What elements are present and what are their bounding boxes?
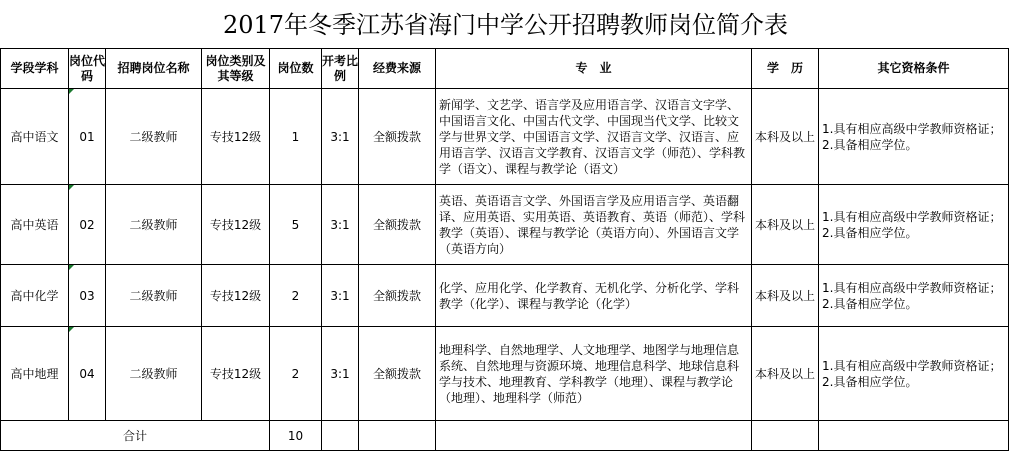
conditions-cell: 1.具有相应高级中学教师资格证； 2.具备相应学位。 [819,327,1009,421]
position-cell: 二级教师 [106,89,202,185]
total-label: 合计 [1,421,270,451]
header-ratio: 开考比例 [322,49,359,89]
funding-cell: 全额拨款 [359,265,436,327]
header-education: 学 历 [752,49,819,89]
positions-table [0,48,1009,451]
green-marker-icon [69,265,74,270]
header-count: 岗位数 [270,49,322,89]
position-cell: 二级教师 [106,185,202,265]
category-cell: 专技12级 [202,89,270,185]
header-category: 岗位类别及其等级 [202,49,270,89]
education-cell: 本科及以上 [752,265,819,327]
ratio-cell: 3:1 [322,265,359,327]
code-cell: 02 [69,185,106,265]
major-cell: 地理科学、自然地理学、人文地理学、地图学与地理信息系统、自然地理与资源环境、地理信息科学、地球信息科学与技术、地理教育、学科教学（地理）、课程与教学论（地理）、地理科学（师范） [436,327,752,421]
major-cell: 化学、应用化学、化学教育、无机化学、分析化学、学科教学（化学）、课程与教学论（化学） [436,265,752,327]
funding-cell: 全额拨款 [359,89,436,185]
table-row [1,327,1009,421]
position-cell: 二级教师 [106,327,202,421]
header-other: 其它资格条件 [819,49,1009,89]
major-cell: 新闻学、文艺学、语言学及应用语言学、汉语言文字学、中国语言文化、中国古代文学、中国现当代文学、比较文学与世界文学、中国语言文学、汉语言文学、汉语言、应用语言学、汉语言文学教育、汉语言文学（师范）、学科教学（语文）、课程与教学论（语文） [436,89,752,185]
green-marker-icon [69,327,74,332]
education-cell: 本科及以上 [752,185,819,265]
position-cell: 二级教师 [106,265,202,327]
header-subject: 学段学科 [1,49,69,89]
category-cell: 专技12级 [202,185,270,265]
funding-cell: 全额拨款 [359,327,436,421]
header-funding: 经费来源 [359,49,436,89]
major-cell: 英语、英语语言文学、外国语言学及应用语言学、英语翻译、应用英语、实用英语、英语教育、英语（师范）、学科教学（英语）、课程与教学论（英语方向）、外国语言文学（英语方向） [436,185,752,265]
green-marker-icon [69,89,74,94]
conditions-cell: 1.具有相应高级中学教师资格证； 2.具备相应学位。 [819,185,1009,265]
count-cell: 2 [270,265,322,327]
header-code: 岗位代码 [69,49,106,89]
code-cell: 03 [69,265,106,327]
empty-cell [359,421,436,451]
table-row [1,89,1009,185]
subject-cell: 高中语文 [1,89,69,185]
subject-cell: 高中化学 [1,265,69,327]
table-row [1,265,1009,327]
table-row [1,185,1009,265]
education-cell: 本科及以上 [752,327,819,421]
ratio-cell: 3:1 [322,89,359,185]
subject-cell: 高中英语 [1,185,69,265]
count-cell: 2 [270,327,322,421]
conditions-cell: 1.具有相应高级中学教师资格证； 2.具备相应学位。 [819,89,1009,185]
header-position: 招聘岗位名称 [106,49,202,89]
header-row [1,49,1009,89]
code-cell: 04 [69,327,106,421]
green-marker-icon [69,185,74,190]
code-cell: 01 [69,89,106,185]
count-cell: 5 [270,185,322,265]
empty-cell [322,421,359,451]
empty-cell [436,421,752,451]
subject-cell: 高中地理 [1,327,69,421]
conditions-cell: 1.具有相应高级中学教师资格证； 2.具备相应学位。 [819,265,1009,327]
funding-cell: 全额拨款 [359,185,436,265]
category-cell: 专技12级 [202,327,270,421]
empty-cell [752,421,819,451]
total-row [1,421,1009,451]
header-major: 专 业 [436,49,752,89]
ratio-cell: 3:1 [322,185,359,265]
education-cell: 本科及以上 [752,89,819,185]
count-cell: 1 [270,89,322,185]
category-cell: 专技12级 [202,265,270,327]
ratio-cell: 3:1 [322,327,359,421]
page-title: 2017年冬季江苏省海门中学公开招聘教师岗位简介表 [222,11,789,39]
empty-cell [819,421,1009,451]
total-count: 10 [270,421,322,451]
